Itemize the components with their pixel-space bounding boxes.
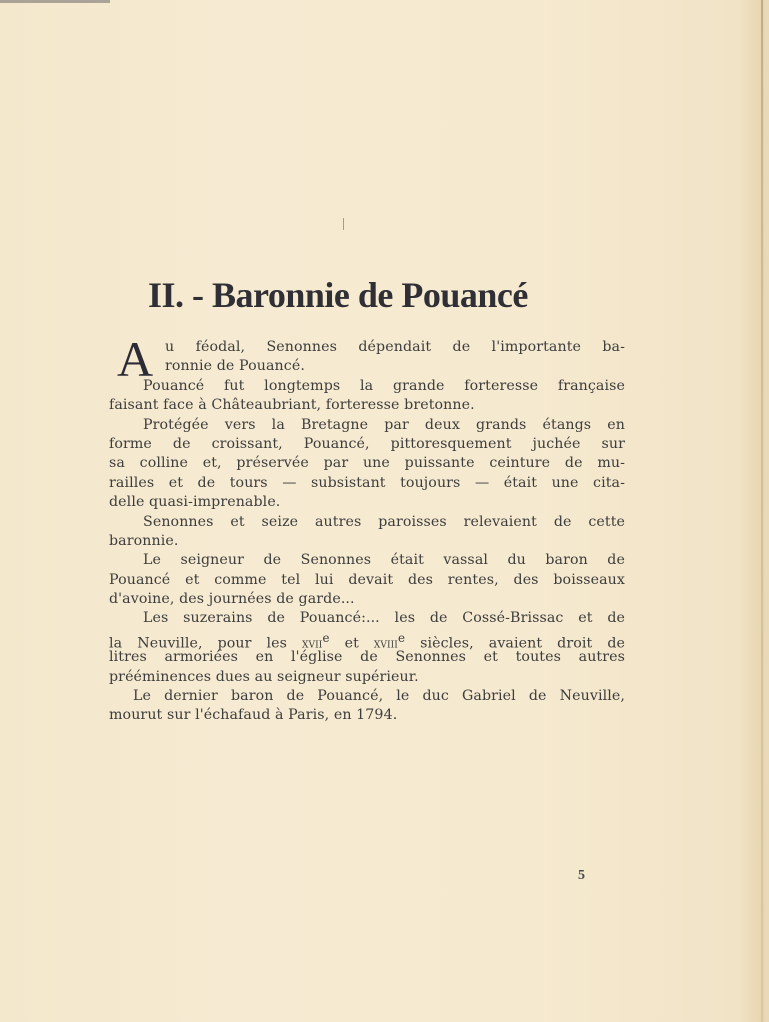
text-line: railles et de tours — subsistant toujours — était une cita- [109, 474, 625, 491]
century-numeral: xviii [373, 635, 398, 651]
page-edge-shadow [0, 0, 110, 3]
text-fragment: la Neuville, pour les [109, 635, 303, 652]
body-text [109, 331, 625, 726]
page-edge [764, 0, 769, 1022]
text-fragment: et [329, 635, 374, 652]
text-line: ronnie de Pouancé. [165, 358, 305, 375]
text-line: sa colline et, préservée par une puissante ceinture de mu- [109, 455, 625, 472]
print-mark [343, 218, 344, 230]
drop-cap: A [117, 331, 154, 387]
text-line: mourut sur l'échafaud à Paris, en 1794. [109, 707, 398, 724]
text-line: delle quasi-imprenable. [109, 494, 281, 511]
century-numeral: xvii [302, 635, 323, 651]
text-line: faisant face à Châteaubriant, forteresse bretonne. [109, 397, 475, 414]
text-line: Les suzerains de Pouancé:... les de Cossé-Brissac et de [143, 610, 625, 627]
text-line [109, 629, 625, 652]
superscript: e [397, 630, 406, 645]
text-line: Senonnes et seize autres paroisses relevaient de cette [143, 513, 625, 530]
text-line: Protégée vers la Bretagne par deux grands étangs en [143, 416, 625, 433]
superscript: e [322, 630, 330, 645]
page-number: 5 [578, 868, 585, 883]
text-line: Pouancé fut longtemps la grande forteresse française [143, 377, 625, 394]
text-line: forme de croissant, Pouancé, pittoresquement juchée sur [109, 435, 625, 452]
text-line: Le seigneur de Senonnes était vassal du baron de [143, 552, 625, 569]
text-line: Le dernier baron de Pouancé, le duc Gabriel de Neuville, [133, 688, 625, 705]
text-fragment: siècles, avaient droit de [405, 635, 625, 652]
chapter-title: II. - Baronnie de Pouancé [148, 275, 528, 316]
text-line: baronnie. [109, 532, 179, 549]
text-line: prééminences dues au seigneur supérieur. [109, 668, 419, 685]
page-fold-line [761, 0, 763, 1022]
text-line: litres armoriées en l'église de Senonnes et toutes autres [109, 649, 625, 666]
text-line: d'avoine, des journées de garde... [109, 591, 355, 608]
text-line: Pouancé et comme tel lui devait des rentes, des boisseaux [109, 571, 625, 588]
text-line: u féodal, Senonnes dépendait de l'importante ba- [165, 339, 625, 355]
